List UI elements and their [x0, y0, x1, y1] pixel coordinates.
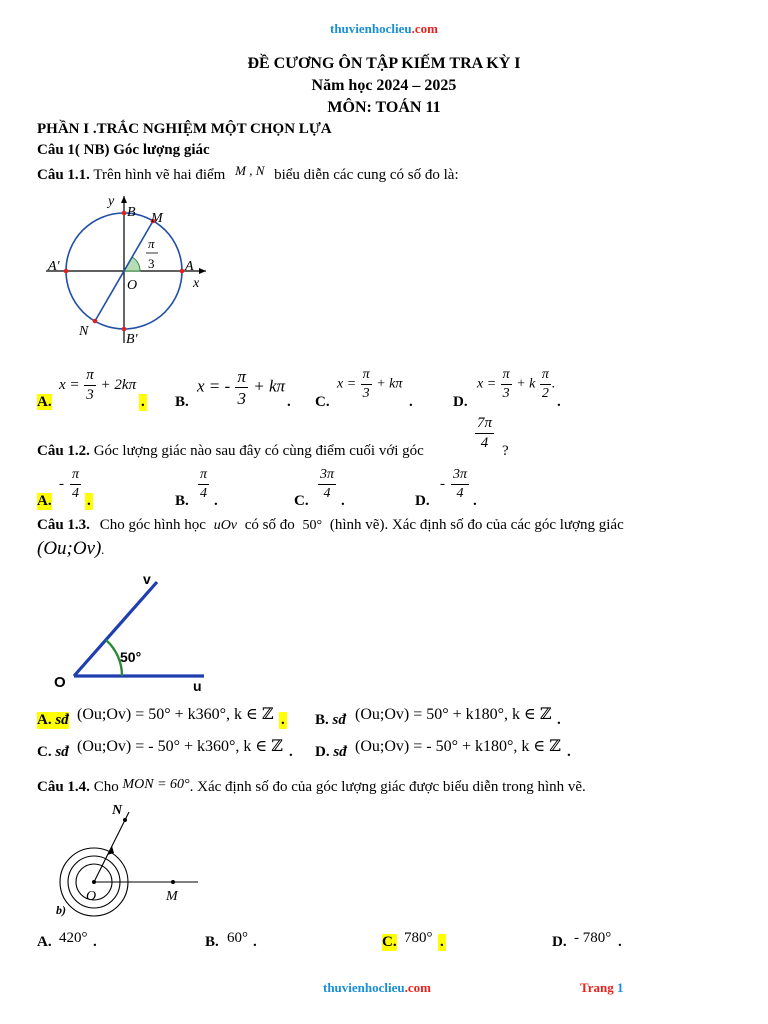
- label-m: M: [166, 889, 178, 904]
- q2-stem: [37, 443, 424, 460]
- q3-options: [37, 704, 757, 764]
- q4-expr: MON = 60°: [122, 777, 190, 792]
- unit-circle-figure: [36, 190, 216, 350]
- ray-ov: [74, 582, 157, 676]
- q4-option-a-dot: .: [93, 934, 97, 950]
- sd-label: sđ: [332, 712, 346, 728]
- frac-num: π: [361, 368, 372, 385]
- label-a: A: [185, 259, 194, 274]
- page-label: Trang: [580, 980, 614, 995]
- header-site-suffix: .com: [411, 21, 438, 36]
- label-three: 3: [148, 256, 155, 271]
- frac-num: π: [237, 367, 246, 386]
- fraction: [84, 368, 96, 403]
- q2-option-c-frac: [318, 468, 336, 501]
- label-v: v: [143, 571, 151, 587]
- q4-option-c-val: 780°: [404, 930, 433, 946]
- expr-lhs: x = -: [197, 376, 231, 396]
- frac-den: 3: [502, 386, 510, 401]
- expr-mid: + k: [516, 376, 536, 392]
- frac-den: 4: [200, 486, 207, 501]
- point-a: [180, 269, 185, 274]
- q1-label: Câu 1.1.: [37, 167, 90, 183]
- label-o: O: [127, 278, 138, 293]
- q3-option-d-expr: (Ou;Ov) = - 50° + k180°, k ∈ ℤ: [355, 738, 561, 755]
- footer-site-suffix: .com: [404, 980, 431, 995]
- q1-option-c-dot: .: [409, 394, 413, 410]
- q1-points: M , N: [235, 163, 265, 178]
- q2-option-d-dot: .: [473, 493, 477, 509]
- frac-num: π: [84, 368, 96, 386]
- q3-option-b-dot: .: [557, 712, 561, 728]
- expr-lhs: x =: [477, 376, 497, 392]
- frac-den: 2: [541, 386, 549, 401]
- school-year: Năm học 2024 – 2025: [311, 77, 457, 94]
- x-axis-arrow: [199, 268, 206, 274]
- q2-option-b-dot: .: [214, 493, 218, 509]
- q4-option-d-val: - 780°: [574, 930, 612, 946]
- q2-text: Góc lượng giác nào sau đây có cùng điểm cuối với góc: [93, 443, 424, 459]
- frac-num: π: [540, 368, 551, 385]
- option-letter: C.: [37, 744, 52, 760]
- q3-option-b[interactable]: [315, 712, 346, 729]
- y-axis-arrow: [121, 196, 127, 203]
- fraction: [540, 368, 551, 401]
- expr-rest: + kπ: [376, 376, 403, 392]
- topic-heading: Câu 1( NB) Góc lượng giác: [37, 142, 210, 158]
- option-letter: A.: [37, 394, 52, 410]
- q1-text-after: biểu diễn các cung có số đo là:: [274, 167, 459, 183]
- expr-lhs: x =: [337, 376, 357, 392]
- label-b: b): [56, 903, 66, 917]
- frac-num: π: [70, 468, 81, 485]
- angle-figure: [50, 570, 220, 695]
- point-n: [93, 319, 98, 324]
- pair-dot: .: [101, 542, 105, 557]
- sd-label: sđ: [55, 712, 69, 728]
- rotation-figure: [50, 800, 210, 920]
- q1-options: [37, 368, 757, 412]
- frac-den: 4: [456, 486, 464, 501]
- q4-option-c[interactable]: C.: [382, 934, 397, 950]
- q2-option-a-dot: .: [87, 493, 91, 509]
- q3-text2: có số đo: [244, 517, 295, 533]
- doc-title: ĐỀ CƯƠNG ÔN TẬP KIẾM TRA KỲ I: [247, 55, 521, 72]
- pair-expr: (Ou;Ov): [37, 538, 102, 559]
- q2-option-d-frac: [451, 468, 469, 501]
- label-x: x: [193, 276, 200, 291]
- frac-den: 4: [72, 486, 79, 501]
- q3-option-d-dot: .: [567, 744, 571, 760]
- q2-option-b-frac: [198, 468, 209, 501]
- angle-sector: [124, 257, 140, 271]
- q1-option-d[interactable]: D.: [453, 394, 468, 410]
- q4-option-d[interactable]: D.: [552, 934, 567, 950]
- header-site-prefix: thuvienhoclieu: [330, 21, 412, 36]
- q3-text3: (hình vẽ). Xác định số đo của các góc lượng giác: [329, 517, 624, 533]
- q4-stem: [37, 779, 586, 796]
- q3-option-c-expr: (Ou;Ov) = - 50° + k360°, k ∈ ℤ: [77, 738, 283, 755]
- label-angle: 50°: [120, 649, 142, 665]
- label-a-prime: A′: [48, 259, 60, 274]
- point-m: [171, 880, 175, 884]
- label-o: O: [86, 889, 97, 904]
- subject: MÔN: TOÁN 11: [327, 99, 441, 116]
- page-number: [580, 980, 623, 996]
- frac-num: 3π: [451, 468, 469, 485]
- q1-option-c[interactable]: C.: [315, 394, 330, 410]
- q2-option-d-sign: -: [440, 476, 445, 492]
- q2-option-a-frac: [70, 468, 81, 501]
- q3-pair: [37, 538, 105, 560]
- frac-den: 3: [86, 387, 94, 403]
- q1-option-d-expr: [477, 368, 555, 401]
- expr-dot: .: [551, 376, 556, 392]
- q2-option-c[interactable]: C.: [294, 493, 309, 509]
- page-number-value: 1: [616, 980, 624, 995]
- label-o: O: [54, 674, 66, 691]
- frac-den: 3: [362, 386, 370, 401]
- q1-text-before: Trên hình vẽ hai điểm: [93, 167, 226, 183]
- frac-num: 3π: [318, 468, 336, 485]
- q4-option-a-val: 420°: [59, 930, 88, 946]
- q1-stem: [37, 163, 459, 184]
- q1-option-b-expr: [197, 368, 285, 407]
- q3-stem: [37, 517, 731, 534]
- point-b-prime: [122, 327, 127, 332]
- q2-options: [37, 466, 757, 512]
- expr-lhs: x =: [59, 376, 80, 393]
- q3-option-d[interactable]: [315, 744, 347, 761]
- frac-den: 4: [480, 435, 489, 451]
- label-m: M: [151, 211, 163, 226]
- footer-site-prefix: thuvienhoclieu: [323, 980, 405, 995]
- q4-options: [37, 928, 757, 956]
- label-y: y: [108, 194, 115, 209]
- sd-label: sđ: [333, 744, 347, 760]
- q2-fraction: [475, 416, 494, 451]
- q2-qmark: ?: [502, 443, 509, 459]
- q2-label: Câu 1.2.: [37, 443, 90, 459]
- q2-option-c-dot: .: [341, 493, 345, 509]
- q2-option-a-sign: -: [59, 476, 64, 492]
- q1-option-c-expr: [337, 368, 402, 401]
- q3-option-a[interactable]: [37, 712, 69, 729]
- frac-den: 3: [237, 389, 246, 408]
- q3-label: Câu 1.3.: [37, 517, 90, 533]
- q3-angle: uOv: [213, 518, 238, 533]
- frac-num: 7π: [475, 416, 494, 434]
- q3-text1: Cho góc hình học: [99, 517, 206, 533]
- q4-option-b[interactable]: B.: [205, 934, 219, 950]
- option-letter: D.: [315, 744, 330, 760]
- section-heading: PHẦN I .TRẮC NGHIỆM MỘT CHỌN LỰA: [37, 121, 332, 137]
- fraction: [501, 368, 512, 401]
- q4-option-c-dot: .: [440, 934, 444, 950]
- q1-option-a-dot: .: [141, 394, 145, 410]
- label-n: N: [79, 324, 89, 339]
- label-u: u: [193, 678, 202, 694]
- q2-option-b[interactable]: B.: [175, 493, 189, 509]
- fraction: [235, 368, 248, 407]
- label-pi: π: [148, 236, 155, 251]
- expr-rest: + kπ: [253, 376, 286, 396]
- point-o: [92, 880, 96, 884]
- point-a-prime: [64, 269, 69, 274]
- expr-rest: + 2kπ: [100, 376, 137, 393]
- q3-option-a-expr: (Ou;Ov) = 50° + k360°, k ∈ ℤ: [77, 706, 274, 723]
- label-n: N: [112, 803, 123, 818]
- q4-text1: Cho: [93, 779, 119, 795]
- footer-site[interactable]: [323, 980, 431, 996]
- q1-option-b[interactable]: B.: [175, 394, 189, 410]
- header-site[interactable]: [0, 21, 768, 37]
- label-b: B: [127, 205, 136, 220]
- q4-option-b-dot: .: [253, 934, 257, 950]
- q4-option-b-val: 60°: [227, 930, 248, 946]
- q3-option-a-dot: .: [281, 712, 285, 728]
- q1-option-a-expr: [59, 368, 136, 403]
- q2-option-a[interactable]: A.: [37, 493, 52, 509]
- q3-option-c[interactable]: [37, 744, 69, 761]
- option-letter: B.: [315, 712, 329, 728]
- sd-label: sđ: [55, 744, 69, 760]
- q4-option-d-dot: .: [618, 934, 622, 950]
- q4-text2: . Xác định số đo của góc lượng giác được biểu diễn trong hình vẽ.: [189, 779, 586, 795]
- option-letter: A.: [37, 712, 52, 728]
- q2-option-d[interactable]: D.: [415, 493, 430, 509]
- fraction: [361, 368, 372, 401]
- q3-option-c-dot: .: [289, 744, 293, 760]
- point-b: [122, 211, 127, 216]
- q3-option-b-expr: (Ou;Ov) = 50° + k180°, k ∈ ℤ: [355, 706, 552, 723]
- q1-option-d-dot: .: [557, 394, 561, 410]
- frac-den: 4: [323, 486, 331, 501]
- frac-num: π: [501, 368, 512, 385]
- label-b-prime: B′: [126, 332, 138, 347]
- point-n: [123, 818, 127, 822]
- q4-option-a[interactable]: A.: [37, 934, 52, 950]
- frac-num: π: [198, 468, 209, 485]
- q1-option-b-dot: .: [287, 394, 291, 410]
- q4-label: Câu 1.4.: [37, 779, 90, 795]
- q1-option-a[interactable]: [37, 394, 52, 411]
- q3-value: 50°: [302, 518, 323, 533]
